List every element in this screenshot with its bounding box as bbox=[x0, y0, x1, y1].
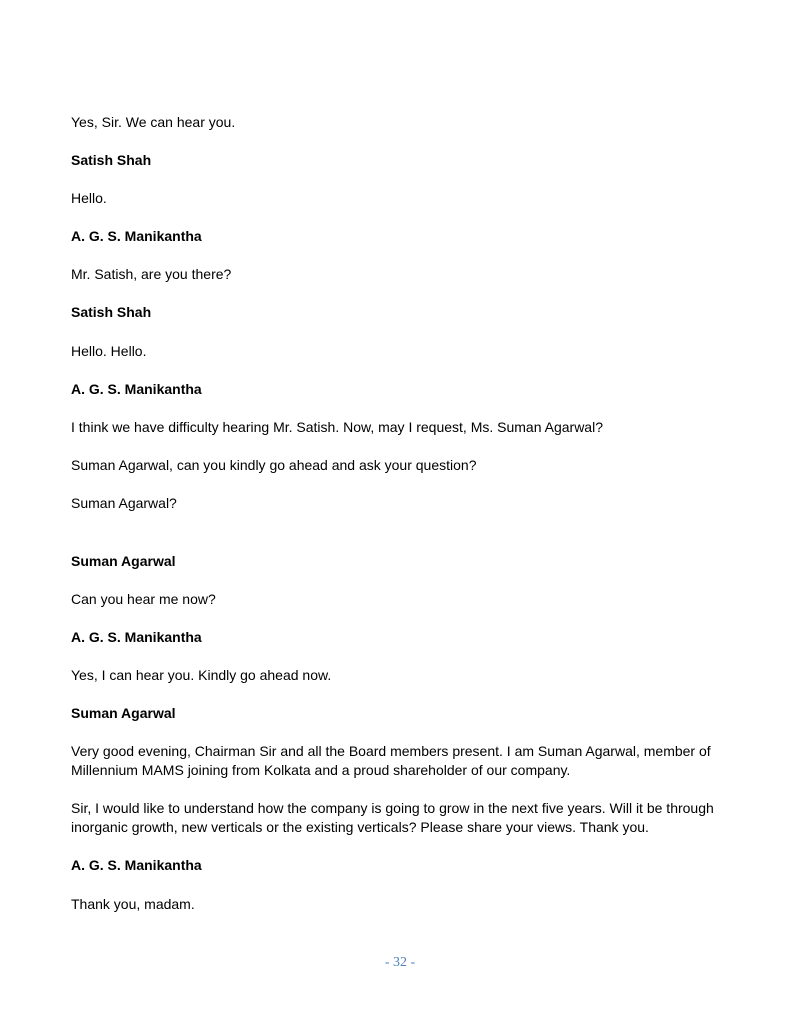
speech-line: Yes, Sir. We can hear you. bbox=[71, 114, 236, 130]
page-number: - 32 - bbox=[384, 955, 416, 970]
speaker-name: A. G. S. Manikantha bbox=[71, 228, 202, 244]
speech-line: I think we have difficulty hearing Mr. Satish. Now, may I request, Ms. Suman Agarwal? bbox=[71, 419, 603, 435]
speaker-name: Suman Agarwal bbox=[71, 705, 176, 721]
speech-line: Hello. bbox=[71, 190, 107, 206]
speaker-name: Satish Shah bbox=[71, 304, 152, 320]
speech-line: Thank you, madam. bbox=[71, 896, 195, 912]
speech-line: Hello. Hello. bbox=[71, 343, 147, 359]
speech-paragraph: Very good evening, Chairman Sir and all the Board members present. I am Suman Agarwal, member of Millennium MAMS joining from Kolkata and a proud shareholder of our company. bbox=[71, 743, 711, 778]
speaker-name: Suman Agarwal bbox=[71, 553, 176, 569]
speaker-name: Satish Shah bbox=[71, 152, 152, 168]
speech-line: Suman Agarwal, can you kindly go ahead and ask your question? bbox=[71, 457, 477, 473]
speech-paragraph: Sir, I would like to understand how the company is going to grow in the next five years. Will it be through inorganic growth, new verticals or the existing verticals? Please share your views. Thank you. bbox=[71, 800, 714, 835]
speech-line: Yes, I can hear you. Kindly go ahead now. bbox=[71, 667, 332, 683]
speaker-name: A. G. S. Manikantha bbox=[71, 381, 202, 397]
speech-line: Mr. Satish, are you there? bbox=[71, 266, 232, 282]
speech-line: Can you hear me now? bbox=[71, 591, 216, 607]
speaker-name: A. G. S. Manikantha bbox=[71, 857, 202, 873]
speech-line: Suman Agarwal? bbox=[71, 495, 177, 511]
speaker-name: A. G. S. Manikantha bbox=[71, 629, 202, 645]
